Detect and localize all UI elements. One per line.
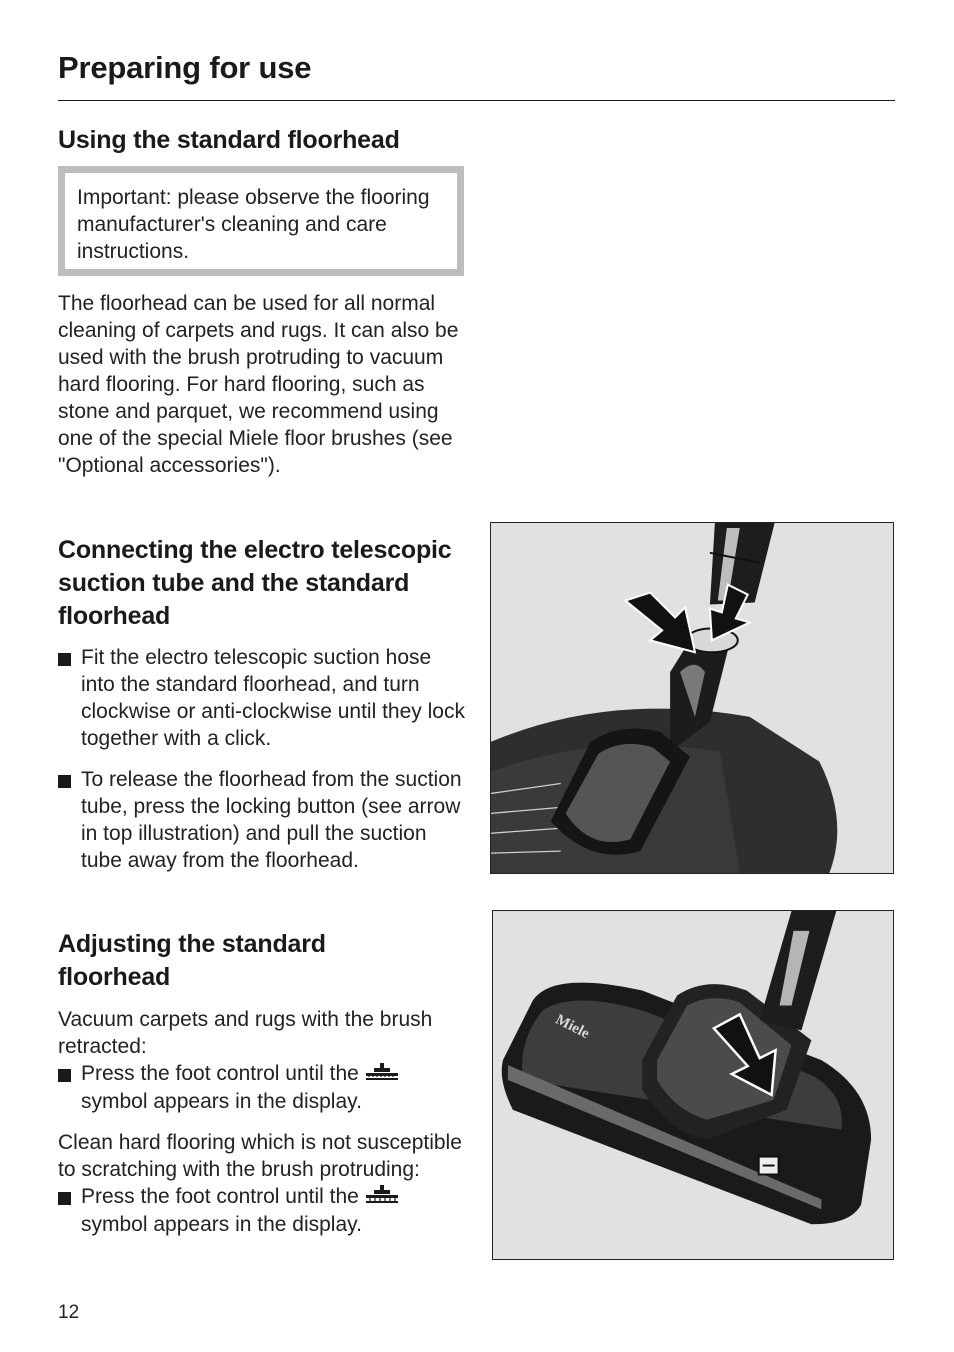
bullet-square-icon (58, 775, 71, 788)
list-item-text: symbol appears in the display. (81, 1089, 362, 1113)
list-item-text: Press the foot control until the (81, 1062, 359, 1085)
connect-bullets (58, 644, 468, 874)
hard-floor-brush-protruding-icon (365, 1184, 399, 1211)
adjust-body (58, 1006, 468, 1238)
section-using-floorhead (58, 124, 468, 157)
section-adjusting (58, 928, 388, 994)
page-number: 12 (58, 1302, 80, 1323)
list-item (58, 1060, 468, 1115)
bullet-square-icon (58, 1192, 71, 1205)
important-note-box (58, 166, 464, 276)
connecting-tube-illustration (490, 522, 894, 874)
paragraph: Clean hard flooring which is not susceptible to scratching with the brush protruding: (58, 1130, 462, 1181)
list-item-text: symbol appears in the display. (81, 1212, 362, 1236)
paragraph: Vacuum carpets and rugs with the brush retracted: (58, 1008, 433, 1058)
paragraph: The floorhead can be used for all normal cleaning of carpets and rugs. It can also be used with the brush protruding to vacuum hard flooring. For hard flooring, such as stone and parquet, we recommend using one of the special Miele floor brushes (see "Optional accessories"). (58, 292, 459, 477)
title-divider (58, 100, 895, 101)
foot-control-illustration (492, 910, 894, 1260)
bullet-square-icon (58, 653, 71, 666)
list-item-text: Fit the electro telescopic suction hose into the standard floorhead, and turn clockwise or anti-clockwise until they lock together with a click. (81, 646, 465, 750)
section-heading: Connecting the electro telescopic suction tube and the standard floorhead (58, 536, 452, 630)
bullet-square-icon (58, 1069, 71, 1082)
carpet-brush-retracted-icon (365, 1061, 399, 1088)
important-note-text: Important: please observe the flooring manufacturer's cleaning and care instructions. (77, 186, 430, 263)
list-item (58, 644, 468, 752)
list-item-text: Press the foot control until the (81, 1184, 359, 1208)
list-item-text: To release the floorhead from the suction tube, press the locking button (see arrow in top illustration) and pull the suction tube away from the floorhead. (81, 768, 462, 872)
section-heading: Adjusting the standard floorhead (58, 930, 326, 991)
section1-body (58, 290, 463, 479)
list-item (58, 1183, 468, 1238)
section-heading: Using the standard floorhead (58, 126, 400, 154)
brand-logo: Miele (552, 1011, 592, 1043)
page-title: Preparing for use (58, 50, 312, 85)
section-connecting (58, 534, 453, 633)
list-item (58, 766, 468, 874)
